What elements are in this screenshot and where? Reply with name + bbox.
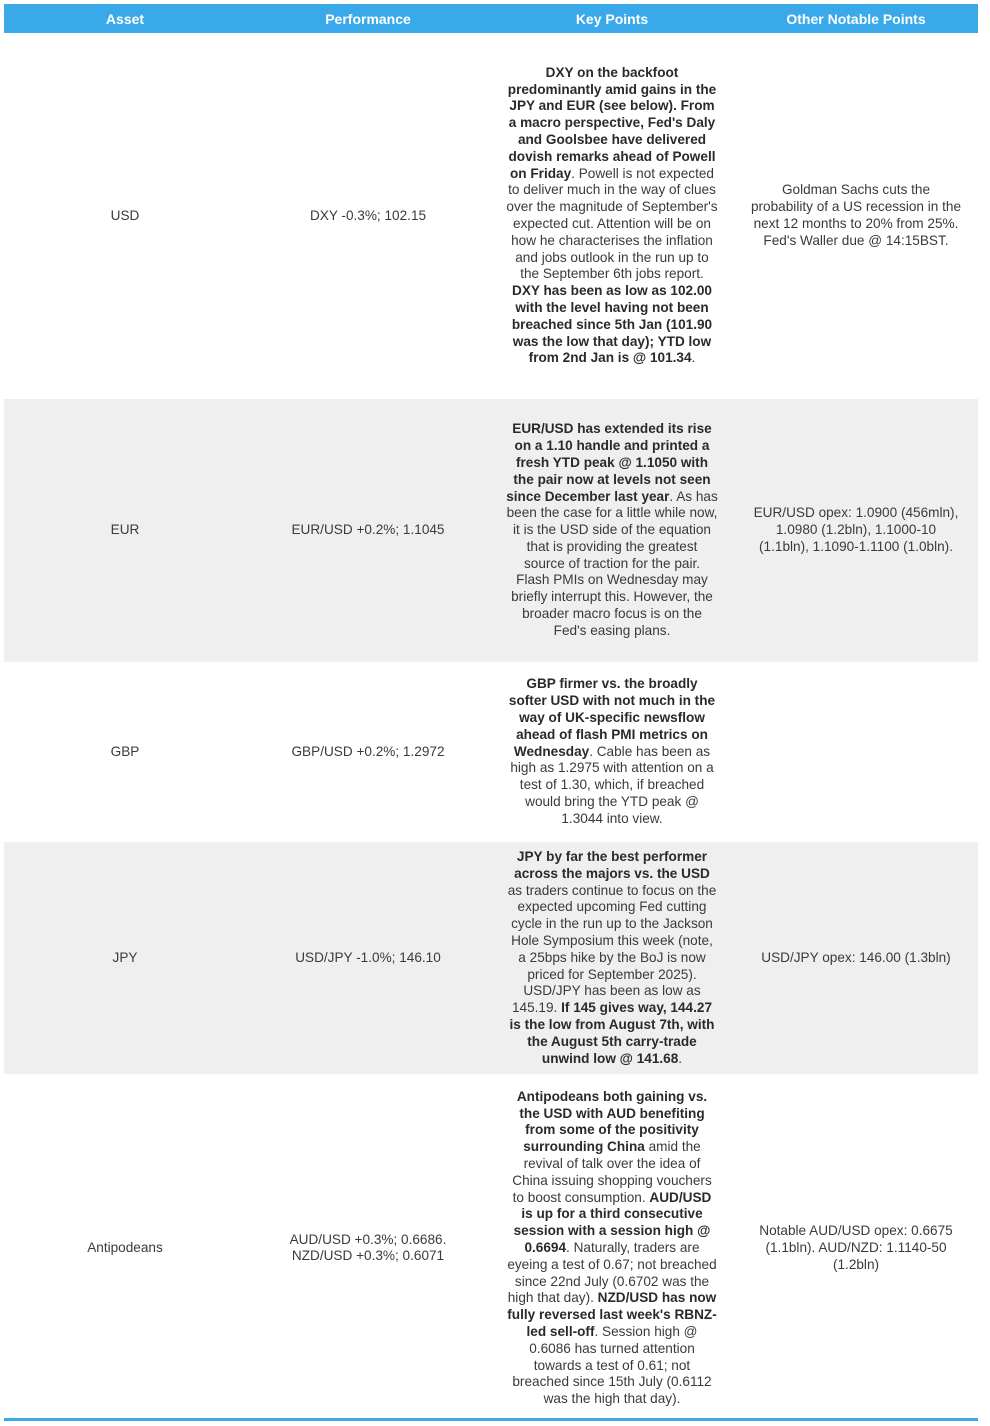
performance-cell: EUR/USD +0.2%; 1.1045	[246, 399, 490, 662]
asset-cell: EUR	[4, 399, 246, 662]
header-other-notable-points: Other Notable Points	[734, 4, 978, 33]
key-point-segment: . Cable has been as high as 1.2975 with attention on a test of 1.30, which, if breached would bring the YTD peak @ 1.3044 into view.	[510, 743, 714, 826]
other-notable-cell	[734, 1074, 978, 1422]
performance-cell: DXY -0.3%; 102.15	[246, 33, 490, 399]
key-points-cell	[490, 662, 734, 842]
header-performance: Performance	[246, 4, 490, 33]
key-point-segment: amid the revival of talk over the idea of China issuing shopping vouchers to boost consumption.	[512, 1139, 712, 1205]
other-notable-cell	[734, 399, 978, 662]
performance-cell: GBP/USD +0.2%; 1.2972	[246, 662, 490, 842]
other-notable-cell	[734, 33, 978, 399]
bottom-divider	[4, 1418, 978, 1421]
key-point-segment: .	[691, 350, 696, 366]
key-point-bold-segment: AUD/USD is up for a third consecutive session with a session high @ 0.6694	[513, 1189, 712, 1255]
key-points-cell	[490, 33, 734, 399]
key-point-bold-segment: EUR/USD has extended its rise on a 1.10 handle and printed a fresh YTD peak @ 1.1050 with the pair now at levels not seen since December last year	[506, 421, 712, 504]
key-point-segment: . Naturally, traders are eyeing a test of 0.67; not breached since 22nd July (0.6702 was the high that day).	[507, 1239, 717, 1306]
asset-cell: GBP	[4, 662, 246, 842]
key-point-segment: .	[678, 1050, 683, 1066]
table-row-eur	[4, 399, 978, 662]
table-header-row	[4, 4, 978, 33]
key-point-segment: . Powell is not expected to deliver much in the way of clues over the magnitude of September's expected cut. Attention will be on how he characterises the inflation and jobs outlook in the run up to the September 6th jobs report.	[506, 165, 718, 282]
key-point-segment: . As has been the case for a little while now, it is the USD side of the equation that is providing the greatest source of traction for the pair. Flash PMIs on Wednesday may briefly interrupt this. However, the broader macro focus is on the Fed's easing plans.	[506, 488, 718, 638]
other-notable-text: USD/JPY opex: 146.00 (1.3bln)	[761, 949, 951, 965]
performance-cell	[246, 1074, 490, 1422]
key-points-cell	[490, 399, 734, 662]
key-point-segment: . Session high @ 0.6086 has turned attention towards a test of 0.61; not breached since 15th July (0.6112 was the high that day).	[512, 1323, 712, 1407]
table-row-usd	[4, 33, 978, 399]
key-point-segment: as traders continue to focus on the expected upcoming Fed cutting cycle in the run up to the Jackson Hole Symposium this week (note, a 25bps hike by the BoJ is now priced for September 2025). USD/JPY has been as low as 145.19.	[507, 882, 717, 1016]
key-points-text	[506, 421, 718, 639]
fx-summary-table	[4, 4, 978, 1422]
key-points-text	[506, 65, 718, 367]
performance-cell: USD/JPY -1.0%; 146.10	[246, 842, 490, 1074]
key-point-bold-segment: DXY has been as low as 102.00 with the level having not been breached since 5th Jan (101.90 was the low that day); YTD low from 2nd Jan is @ 101.34	[511, 283, 713, 366]
key-point-bold-segment: DXY on the backfoot predominantly amid gains in the JPY and EUR (see below). From a macro perspective, Fed's Daly and Goolsbee have delivered dovish remarks ahead of Powell on Friday	[507, 64, 717, 181]
header-key-points: Key Points	[490, 4, 734, 33]
key-point-bold-segment: Antipodeans both gaining vs. the USD with AUD benefiting from some of the positivity surrounding China	[516, 1088, 708, 1155]
key-points-text	[506, 849, 718, 1067]
key-points-text	[506, 676, 718, 827]
other-notable-cell	[734, 842, 978, 1074]
other-notable-text: Notable AUD/USD opex: 0.6675 (1.1bln). AUD/NZD: 1.1140-50 (1.2bln)	[759, 1223, 953, 1272]
key-points-cell	[490, 842, 734, 1074]
other-notable-text: EUR/USD opex: 1.0900 (456mln), 1.0980 (1.2bln), 1.1000-10 (1.1bln), 1.1090-1.1100 (1.0bln).	[753, 505, 959, 554]
key-point-bold-segment: GBP firmer vs. the broadly softer USD with not much in the way of UK-specific newsflow ahead of flash PMI metrics on Wednesday	[508, 676, 716, 759]
performance-text: AUD/USD +0.3%; 0.6686. NZD/USD +0.3%; 0.6071	[289, 1231, 447, 1264]
other-notable-text: Goldman Sachs cuts the probability of a US recession in the next 12 months to 20% from 25%. Fed's Waller due @ 14:15BST.	[750, 182, 962, 248]
key-point-bold-segment: NZD/USD has now fully reversed last week's RBNZ-led sell-off	[507, 1290, 717, 1339]
table-row-gbp	[4, 662, 978, 842]
key-point-bold-segment: If 145 gives way, 144.27 is the low from August 7th, with the August 5th carry-trade unwind low @ 141.68	[509, 1000, 715, 1066]
asset-cell: USD	[4, 33, 246, 399]
key-points-text	[506, 1089, 718, 1408]
table-row-antipodeans	[4, 1074, 978, 1422]
asset-cell: Antipodeans	[4, 1074, 246, 1422]
asset-cell: JPY	[4, 842, 246, 1074]
header-asset: Asset	[4, 4, 246, 33]
key-points-cell	[490, 1074, 734, 1422]
table-row-jpy	[4, 842, 978, 1074]
other-notable-cell	[734, 662, 978, 842]
key-point-bold-segment: JPY by far the best performer across the majors vs. the USD	[514, 849, 710, 881]
